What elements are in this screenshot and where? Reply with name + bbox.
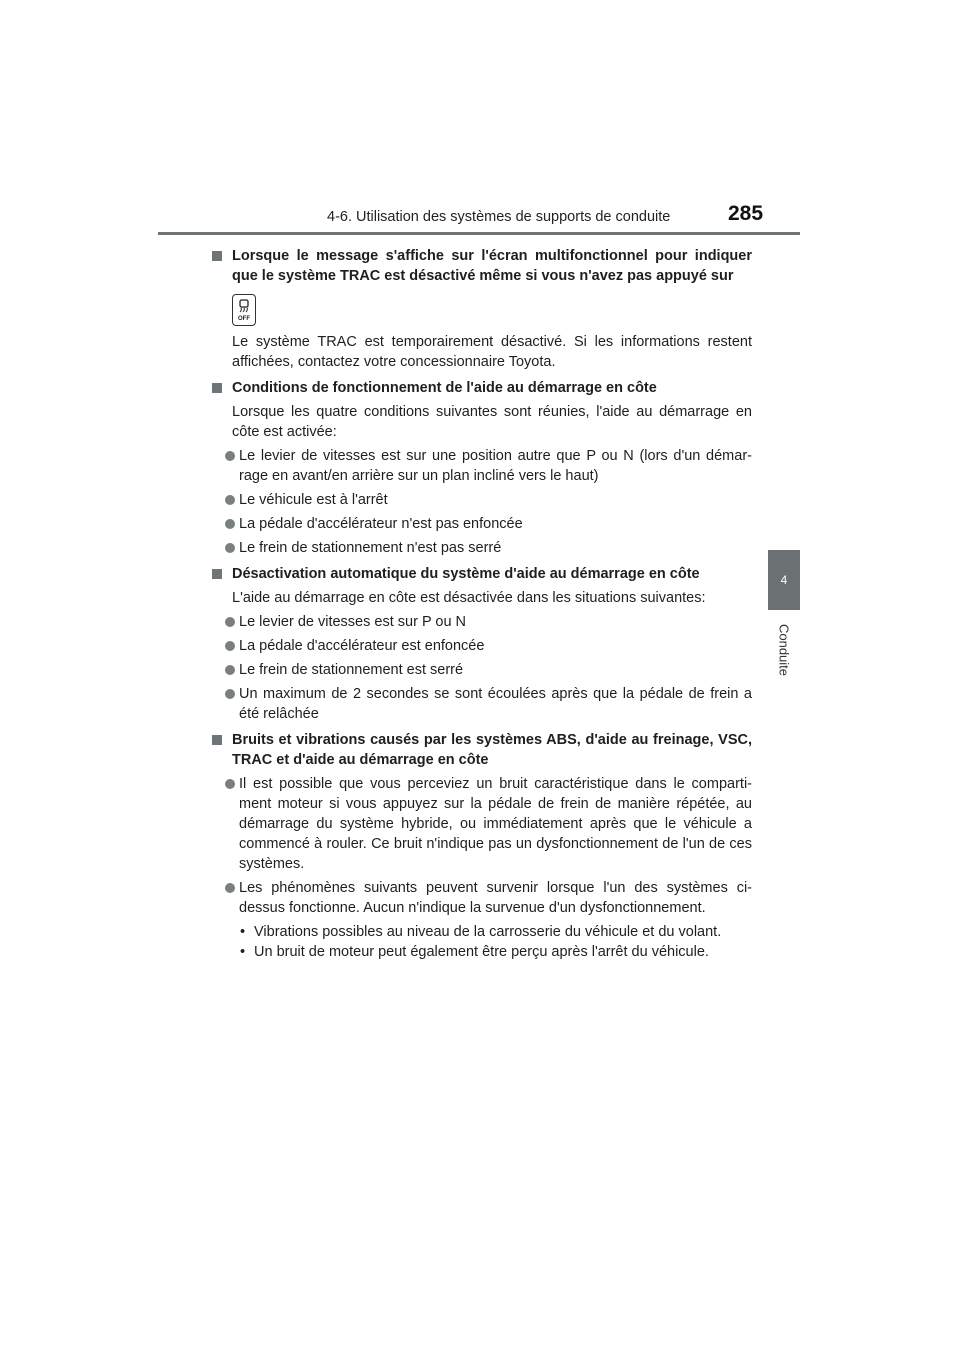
list-item: Les phénomènes suivants peuvent survenir lorsque l'un des systèmes ci-dessus fonctionne. Aucun n'indique la survenue d'un dysfonctionnement. xyxy=(212,878,752,918)
bullet-icon xyxy=(225,519,235,529)
section-heading: Désactivation automatique du système d'aide au démarrage en côte xyxy=(212,564,752,584)
section-body: Le système TRAC est temporairement désactivé. Si les informations restent affichées, contactez votre concessionnaire Toyota. xyxy=(232,334,752,370)
bullet-icon xyxy=(225,689,235,699)
chapter-number: 4 xyxy=(780,573,788,587)
bullet-icon xyxy=(225,451,235,461)
bullet-icon xyxy=(225,641,235,651)
chapter-tab[interactable] xyxy=(768,550,800,610)
bullet-icon xyxy=(225,543,235,553)
header-title: 4-6. Utilisation des systèmes de supports de conduite xyxy=(327,209,671,225)
section-heading: Bruits et vibrations causés par les systèmes ABS, d'aide au freinage, VSC, TRAC et d'aide au démarrage en côte xyxy=(212,730,752,770)
section-body: L'aide au démarrage en côte est désactivée dans les situations suivantes: xyxy=(232,590,706,606)
square-bullet-icon xyxy=(212,569,222,579)
vsc-off-button-icon xyxy=(232,294,256,326)
small-bullet-icon: • xyxy=(240,944,246,960)
list-item: Le véhicule est à l'arrêt xyxy=(212,490,752,510)
sub-list-item: • Un bruit de moteur peut également être perçu après l'arrêt du véhicule. xyxy=(240,944,709,960)
list-item: Le frein de stationnement n'est pas serré xyxy=(212,538,752,558)
bullet-icon xyxy=(225,617,235,627)
bullet-icon xyxy=(225,883,235,893)
square-bullet-icon xyxy=(212,735,222,745)
list-item: Le levier de vitesses est sur P ou N xyxy=(212,612,752,632)
bullet-icon xyxy=(225,665,235,675)
section-body: Lorsque les quatre conditions suivantes sont réunies, l'aide au démarrage en côte est activée: xyxy=(232,404,752,440)
square-bullet-icon xyxy=(212,251,222,261)
list-item: Le frein de stationnement est serré xyxy=(212,660,752,680)
svg-text:OFF: OFF xyxy=(238,316,250,322)
list-item: La pédale d'accélérateur est enfoncée xyxy=(212,636,752,656)
small-bullet-icon: • xyxy=(240,924,246,940)
header-rule xyxy=(158,232,800,235)
section-heading: Conditions de fonctionnement de l'aide au démarrage en côte xyxy=(212,378,752,398)
list-item: La pédale d'accélérateur n'est pas enfoncée xyxy=(212,514,752,534)
page-content xyxy=(212,240,752,962)
sub-list-item: • Vibrations possibles au niveau de la carrosserie du véhicule et du volant. xyxy=(240,924,722,940)
list-item: Il est possible que vous perceviez un bruit caractéristique dans le comparti-ment moteur si vous appuyez sur la pédale de frein de manière répétée, au démarrage du système hybride, ou immédiatement après que le véhicule a commencé à rouler. Ce bruit n'indique pas un dysfonctionnement de l'un de ces systèmes. xyxy=(212,774,752,874)
section-heading: Lorsque le message s'affiche sur l'écran multifonctionnel pour indiquer que le système TRAC est désactivé même si vous n'avez pas appuyé sur xyxy=(212,246,752,286)
bullet-icon xyxy=(225,495,235,505)
page-number: 285 xyxy=(728,202,764,225)
list-item: Le levier de vitesses est sur une position autre que P ou N (lors d'un démar-rage en avant/en arrière sur un plan incliné vers le haut) xyxy=(212,446,752,486)
list-item: Un maximum de 2 secondes se sont écoulées après que la pédale de frein a été relâchée xyxy=(212,684,752,724)
bullet-icon xyxy=(225,779,235,789)
chapter-label: Conduite xyxy=(776,623,792,677)
square-bullet-icon xyxy=(212,383,222,393)
